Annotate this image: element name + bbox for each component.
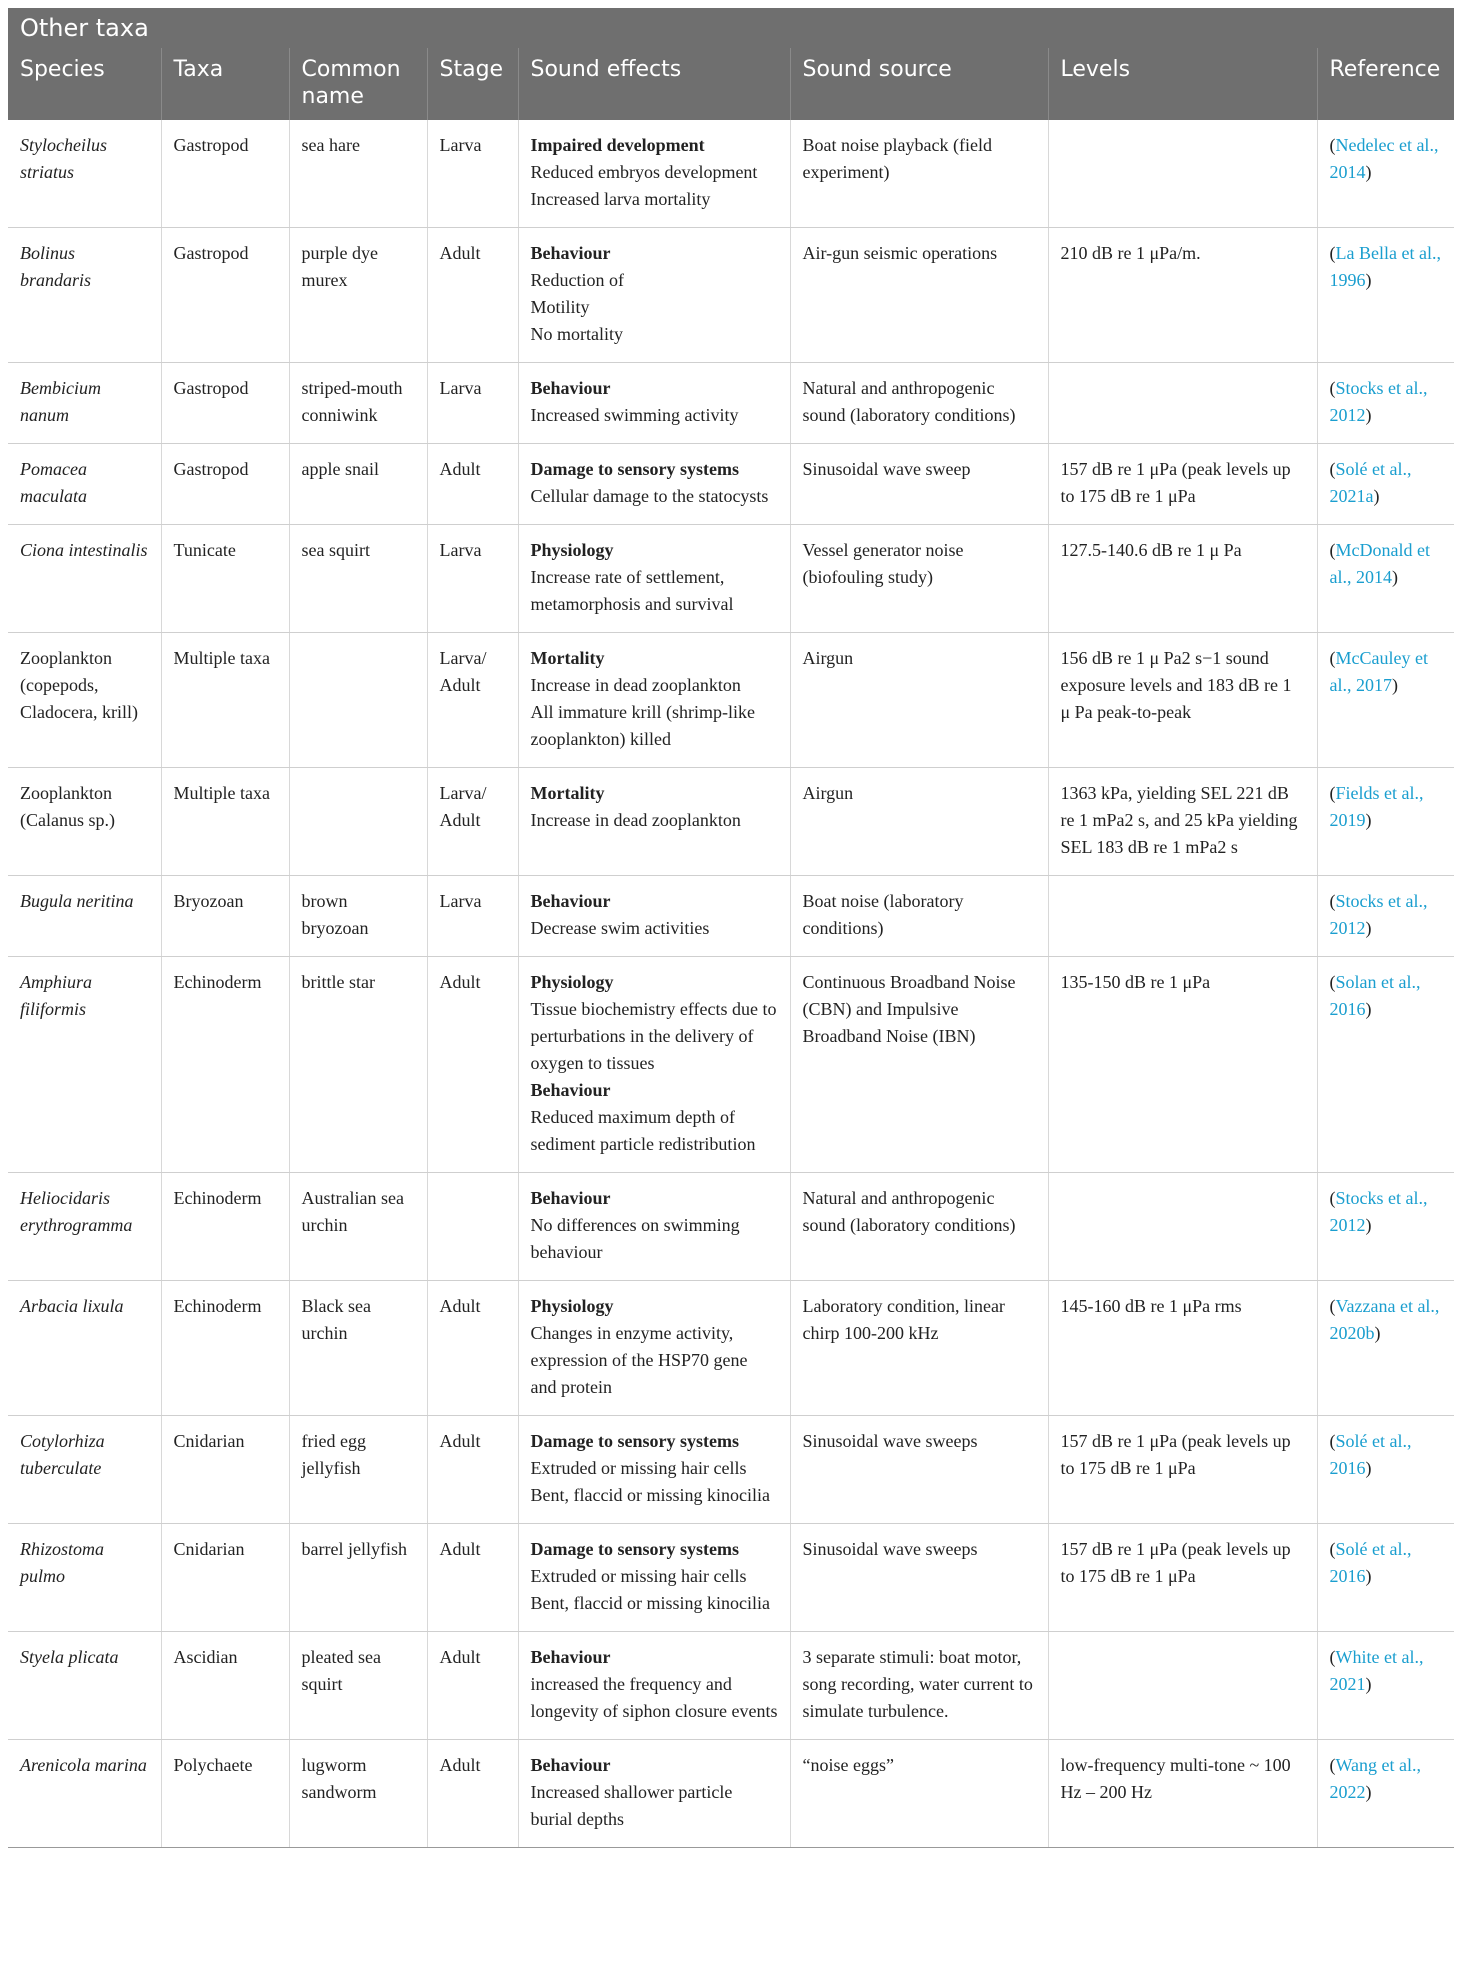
cell-stage: Larva [427, 120, 518, 228]
cell-sound-source: Vessel generator noise (biofouling study) [790, 525, 1048, 633]
effect-detail: Increased larva mortality [530, 189, 711, 209]
effect-category: Mortality [530, 648, 605, 668]
cell-sound-source: Air-gun seismic operations [790, 228, 1048, 363]
table-row [8, 957, 1454, 1173]
effect-category: Behaviour [530, 1647, 611, 1667]
reference-link[interactable]: Solé et al., 2021a [1329, 459, 1412, 506]
reference-link[interactable]: Nedelec et al., 2014 [1329, 135, 1439, 182]
reference-close-paren: ) [1365, 1674, 1372, 1694]
cell-levels: 1363 kPa, yielding SEL 221 dB re 1 mPa2 s, and 25 kPa yielding SEL 183 dB re 1 mPa2 s [1048, 768, 1317, 876]
effect-category: Behaviour [530, 378, 611, 398]
cell-sound-effects [518, 957, 790, 1173]
effect-category: Damage to sensory systems [530, 1431, 739, 1451]
cell-taxa: Bryozoan [161, 876, 289, 957]
cell-species: Zooplankton (copepods, Cladocera, krill) [8, 633, 161, 768]
reference-open-paren: ( [1329, 1296, 1336, 1316]
cell-species: Bembicium nanum [8, 363, 161, 444]
table-row [8, 1173, 1454, 1281]
effect-category: Behaviour [530, 1188, 611, 1208]
reference-link[interactable]: Stocks et al., 2012 [1329, 891, 1428, 938]
table-row [8, 1524, 1454, 1632]
effect-detail: Cellular damage to the statocysts [530, 486, 769, 506]
column-header-species: Species [8, 48, 161, 120]
cell-stage [427, 1173, 518, 1281]
cell-sound-source: Sinusoidal wave sweeps [790, 1416, 1048, 1524]
cell-species: Stylocheilus striatus [8, 120, 161, 228]
cell-sound-effects [518, 120, 790, 228]
cell-stage: Adult [427, 1524, 518, 1632]
cell-species: Bolinus brandaris [8, 228, 161, 363]
cell-sound-source: Boat noise (laboratory conditions) [790, 876, 1048, 957]
cell-taxa: Gastropod [161, 228, 289, 363]
effect-detail: No differences on swimming behaviour [530, 1215, 740, 1262]
table-row [8, 120, 1454, 228]
reference-close-paren: ) [1392, 675, 1398, 695]
effect-detail: increased the frequency and longevity of siphon closure events [530, 1674, 778, 1721]
header-row [8, 48, 1454, 120]
cell-common-name: Black sea urchin [289, 1281, 427, 1416]
effect-detail: Increase in dead zooplankton [530, 675, 741, 695]
table-row [8, 768, 1454, 876]
effect-category: Impaired development [530, 135, 705, 155]
cell-common-name: purple dye murex [289, 228, 427, 363]
effect-detail: Extruded or missing hair cells [530, 1458, 747, 1478]
cell-reference [1317, 120, 1454, 228]
reference-close-paren: ) [1373, 486, 1380, 506]
reference-open-paren: ( [1329, 972, 1336, 992]
effect-category: Physiology [530, 540, 614, 560]
cell-common-name: sea squirt [289, 525, 427, 633]
cell-stage: Adult [427, 228, 518, 363]
cell-stage: Adult [427, 1281, 518, 1416]
effect-detail: Motility [530, 297, 590, 317]
cell-stage: Larva [427, 876, 518, 957]
reference-link[interactable]: Wang et al., 2022 [1329, 1755, 1422, 1802]
table-container [8, 8, 1454, 1848]
cell-species: Styela plicata [8, 1632, 161, 1740]
cell-levels: low-frequency multi-tone ~ 100 Hz – 200 Hz [1048, 1740, 1317, 1848]
cell-stage: Larva/ Adult [427, 633, 518, 768]
cell-sound-effects [518, 1281, 790, 1416]
table-row [8, 876, 1454, 957]
cell-common-name: sea hare [289, 120, 427, 228]
cell-common-name: fried egg jellyfish [289, 1416, 427, 1524]
reference-link[interactable]: Solan et al., 2016 [1329, 972, 1421, 1019]
reference-close-paren: ) [1365, 1782, 1372, 1802]
reference-close-paren: ) [1365, 1215, 1372, 1235]
cell-reference [1317, 633, 1454, 768]
cell-sound-effects [518, 1632, 790, 1740]
cell-sound-source: Airgun [790, 768, 1048, 876]
table-row [8, 1416, 1454, 1524]
effect-detail: Increased swimming activity [530, 405, 739, 425]
cell-levels [1048, 120, 1317, 228]
reference-close-paren: ) [1365, 405, 1372, 425]
cell-species: Cotylorhiza tuberculate [8, 1416, 161, 1524]
cell-sound-source: Natural and anthropogenic sound (laboratory conditions) [790, 363, 1048, 444]
effect-detail: Bent, flaccid or missing kinocilia [530, 1485, 770, 1505]
effect-category: Physiology [530, 1296, 614, 1316]
cell-stage: Adult [427, 1416, 518, 1524]
reference-link[interactable]: Vazzana et al., 2020b [1329, 1296, 1440, 1343]
cell-species: Ciona intestinalis [8, 525, 161, 633]
cell-stage: Adult [427, 444, 518, 525]
effect-category: Behaviour [530, 1755, 611, 1775]
cell-species: Rhizostoma pulmo [8, 1524, 161, 1632]
cell-levels [1048, 876, 1317, 957]
cell-taxa: Gastropod [161, 120, 289, 228]
cell-sound-effects [518, 768, 790, 876]
column-header-reference: Reference [1317, 48, 1454, 120]
cell-taxa: Gastropod [161, 363, 289, 444]
cell-reference [1317, 768, 1454, 876]
cell-sound-source: Sinusoidal wave sweep [790, 444, 1048, 525]
reference-link[interactable]: Solé et al., 2016 [1329, 1431, 1412, 1478]
other-taxa-table [8, 8, 1454, 1848]
cell-taxa: Echinoderm [161, 1173, 289, 1281]
reference-open-paren: ( [1329, 243, 1336, 263]
cell-levels: 156 dB re 1 μ Pa2 s−1 sound exposure levels and 183 dB re 1 μ Pa peak-to-peak [1048, 633, 1317, 768]
cell-taxa: Multiple taxa [161, 633, 289, 768]
cell-sound-effects [518, 633, 790, 768]
cell-sound-source: 3 separate stimuli: boat motor, song recording, water current to simulate turbulence. [790, 1632, 1048, 1740]
cell-sound-effects [518, 228, 790, 363]
reference-open-paren: ( [1329, 459, 1336, 479]
column-header-sound-source: Sound source [790, 48, 1048, 120]
table-row [8, 633, 1454, 768]
cell-common-name: pleated sea squirt [289, 1632, 427, 1740]
reference-close-paren: ) [1365, 1566, 1372, 1586]
reference-open-paren: ( [1329, 1188, 1336, 1208]
reference-close-paren: ) [1365, 918, 1372, 938]
cell-stage: Adult [427, 957, 518, 1173]
cell-common-name [289, 768, 427, 876]
cell-common-name: striped-mouth conniwink [289, 363, 427, 444]
column-header-taxa: Taxa [161, 48, 289, 120]
cell-sound-effects [518, 363, 790, 444]
cell-levels [1048, 1173, 1317, 1281]
reference-link[interactable]: La Bella et al., 1996 [1329, 243, 1441, 290]
cell-stage: Larva [427, 363, 518, 444]
reference-close-paren: ) [1365, 270, 1372, 290]
column-header-levels: Levels [1048, 48, 1317, 120]
cell-taxa: Cnidarian [161, 1524, 289, 1632]
table-row [8, 525, 1454, 633]
cell-levels: 127.5-140.6 dB re 1 μ Pa [1048, 525, 1317, 633]
effect-detail: Bent, flaccid or missing kinocilia [530, 1593, 770, 1613]
cell-sound-source: Natural and anthropogenic sound (laboratory conditions) [790, 1173, 1048, 1281]
reference-close-paren: ) [1365, 810, 1372, 830]
effect-category: Damage to sensory systems [530, 459, 739, 479]
reference-close-paren: ) [1374, 1323, 1381, 1343]
reference-link[interactable]: McDonald et al., 2014 [1329, 540, 1430, 587]
reference-open-paren: ( [1329, 378, 1336, 398]
reference-open-paren: ( [1329, 1539, 1336, 1559]
effect-detail: Reduced maximum depth of sediment particle redistribution [530, 1107, 756, 1154]
cell-reference [1317, 444, 1454, 525]
effect-detail: All immature krill (shrimp-like zooplankton) killed [530, 702, 755, 749]
cell-reference [1317, 1416, 1454, 1524]
cell-sound-effects [518, 444, 790, 525]
cell-reference [1317, 957, 1454, 1173]
table-row [8, 444, 1454, 525]
cell-sound-source: Boat noise playback (field experiment) [790, 120, 1048, 228]
reference-open-paren: ( [1329, 540, 1336, 560]
cell-common-name: brown bryozoan [289, 876, 427, 957]
cell-sound-source: Continuous Broadband Noise (CBN) and Impulsive Broadband Noise (IBN) [790, 957, 1048, 1173]
cell-sound-effects [518, 1173, 790, 1281]
effect-category: Behaviour [530, 891, 611, 911]
cell-species: Bugula neritina [8, 876, 161, 957]
effect-detail: Changes in enzyme activity, expression of the HSP70 gene and protein [530, 1323, 748, 1397]
cell-levels [1048, 1632, 1317, 1740]
cell-species: Amphiura filiformis [8, 957, 161, 1173]
effect-detail: Tissue biochemistry effects due to perturbations in the delivery of oxygen to tissues [530, 999, 777, 1073]
cell-species: Heliocidaris erythrogramma [8, 1173, 161, 1281]
reference-link[interactable]: McCauley et al., 2017 [1329, 648, 1428, 695]
reference-link[interactable]: White et al., 2021 [1329, 1647, 1424, 1694]
cell-sound-source: Laboratory condition, linear chirp 100-200 kHz [790, 1281, 1048, 1416]
reference-open-paren: ( [1329, 891, 1336, 911]
cell-stage: Adult [427, 1740, 518, 1848]
cell-levels [1048, 363, 1317, 444]
cell-sound-source: “noise eggs” [790, 1740, 1048, 1848]
effect-detail: Decrease swim activities [530, 918, 710, 938]
cell-taxa: Ascidian [161, 1632, 289, 1740]
cell-sound-source: Airgun [790, 633, 1048, 768]
column-header-sound-effects: Sound effects [518, 48, 790, 120]
table-row [8, 363, 1454, 444]
cell-levels: 145-160 dB re 1 μPa rms [1048, 1281, 1317, 1416]
cell-common-name: Australian sea urchin [289, 1173, 427, 1281]
cell-sound-source: Sinusoidal wave sweeps [790, 1524, 1048, 1632]
cell-reference [1317, 525, 1454, 633]
reference-link[interactable]: Stocks et al., 2012 [1329, 1188, 1428, 1235]
cell-stage: Larva/ Adult [427, 768, 518, 876]
reference-open-paren: ( [1329, 135, 1336, 155]
cell-common-name: brittle star [289, 957, 427, 1173]
effect-category: Damage to sensory systems [530, 1539, 739, 1559]
table-title: Other taxa [8, 8, 1454, 48]
cell-reference [1317, 1740, 1454, 1848]
cell-levels: 135-150 dB re 1 μPa [1048, 957, 1317, 1173]
reference-close-paren: ) [1365, 1458, 1372, 1478]
cell-reference [1317, 876, 1454, 957]
cell-levels: 157 dB re 1 μPa (peak levels up to 175 dB re 1 μPa [1048, 444, 1317, 525]
effect-detail: Reduction of [530, 270, 624, 290]
cell-reference [1317, 1632, 1454, 1740]
cell-taxa: Multiple taxa [161, 768, 289, 876]
cell-taxa: Tunicate [161, 525, 289, 633]
cell-taxa: Polychaete [161, 1740, 289, 1848]
effect-detail: Extruded or missing hair cells [530, 1566, 747, 1586]
cell-taxa: Echinoderm [161, 1281, 289, 1416]
cell-taxa: Cnidarian [161, 1416, 289, 1524]
cell-taxa: Gastropod [161, 444, 289, 525]
cell-reference [1317, 363, 1454, 444]
effect-category: Behaviour [530, 243, 611, 263]
column-header-common-name: Common name [289, 48, 427, 120]
cell-reference [1317, 228, 1454, 363]
effect-detail: Increase rate of settlement, metamorphosis and survival [530, 567, 734, 614]
reference-link[interactable]: Solé et al., 2016 [1329, 1539, 1412, 1586]
cell-sound-effects [518, 525, 790, 633]
effect-detail: Increased shallower particle burial depths [530, 1782, 733, 1829]
cell-levels: 157 dB re 1 μPa (peak levels up to 175 dB re 1 μPa [1048, 1524, 1317, 1632]
cell-sound-effects [518, 1524, 790, 1632]
reference-open-paren: ( [1329, 1647, 1336, 1667]
cell-common-name: apple snail [289, 444, 427, 525]
effect-category: Behaviour [530, 1080, 611, 1100]
cell-sound-effects [518, 876, 790, 957]
cell-species: Arbacia lixula [8, 1281, 161, 1416]
cell-reference [1317, 1281, 1454, 1416]
effect-category: Physiology [530, 972, 614, 992]
table-row [8, 228, 1454, 363]
reference-open-paren: ( [1329, 1431, 1336, 1451]
cell-reference [1317, 1173, 1454, 1281]
reference-open-paren: ( [1329, 648, 1336, 668]
cell-taxa: Echinoderm [161, 957, 289, 1173]
effect-category: Mortality [530, 783, 605, 803]
cell-stage: Adult [427, 1632, 518, 1740]
cell-stage: Larva [427, 525, 518, 633]
effect-detail: No mortality [530, 324, 623, 344]
reference-close-paren: ) [1365, 999, 1372, 1019]
table-row [8, 1740, 1454, 1848]
reference-close-paren: ) [1365, 162, 1372, 182]
cell-reference [1317, 1524, 1454, 1632]
cell-common-name: lugworm sandworm [289, 1740, 427, 1848]
effect-detail: Increase in dead zooplankton [530, 810, 741, 830]
effect-detail: Reduced embryos development [530, 162, 758, 182]
cell-levels: 210 dB re 1 μPa/m. [1048, 228, 1317, 363]
cell-species: Zooplankton (Calanus sp.) [8, 768, 161, 876]
cell-sound-effects [518, 1740, 790, 1848]
cell-levels: 157 dB re 1 μPa (peak levels up to 175 dB re 1 μPa [1048, 1416, 1317, 1524]
column-header-stage: Stage [427, 48, 518, 120]
cell-species: Pomacea maculata [8, 444, 161, 525]
cell-sound-effects [518, 1416, 790, 1524]
reference-link[interactable]: Stocks et al., 2012 [1329, 378, 1428, 425]
table-body [8, 120, 1454, 1848]
cell-species: Arenicola marina [8, 1740, 161, 1848]
table-row [8, 1281, 1454, 1416]
cell-common-name: barrel jellyfish [289, 1524, 427, 1632]
cell-common-name [289, 633, 427, 768]
reference-open-paren: ( [1329, 783, 1336, 803]
table-row [8, 1632, 1454, 1740]
reference-open-paren: ( [1329, 1755, 1336, 1775]
reference-close-paren: ) [1392, 567, 1398, 587]
reference-link[interactable]: Fields et al., 2019 [1329, 783, 1424, 830]
